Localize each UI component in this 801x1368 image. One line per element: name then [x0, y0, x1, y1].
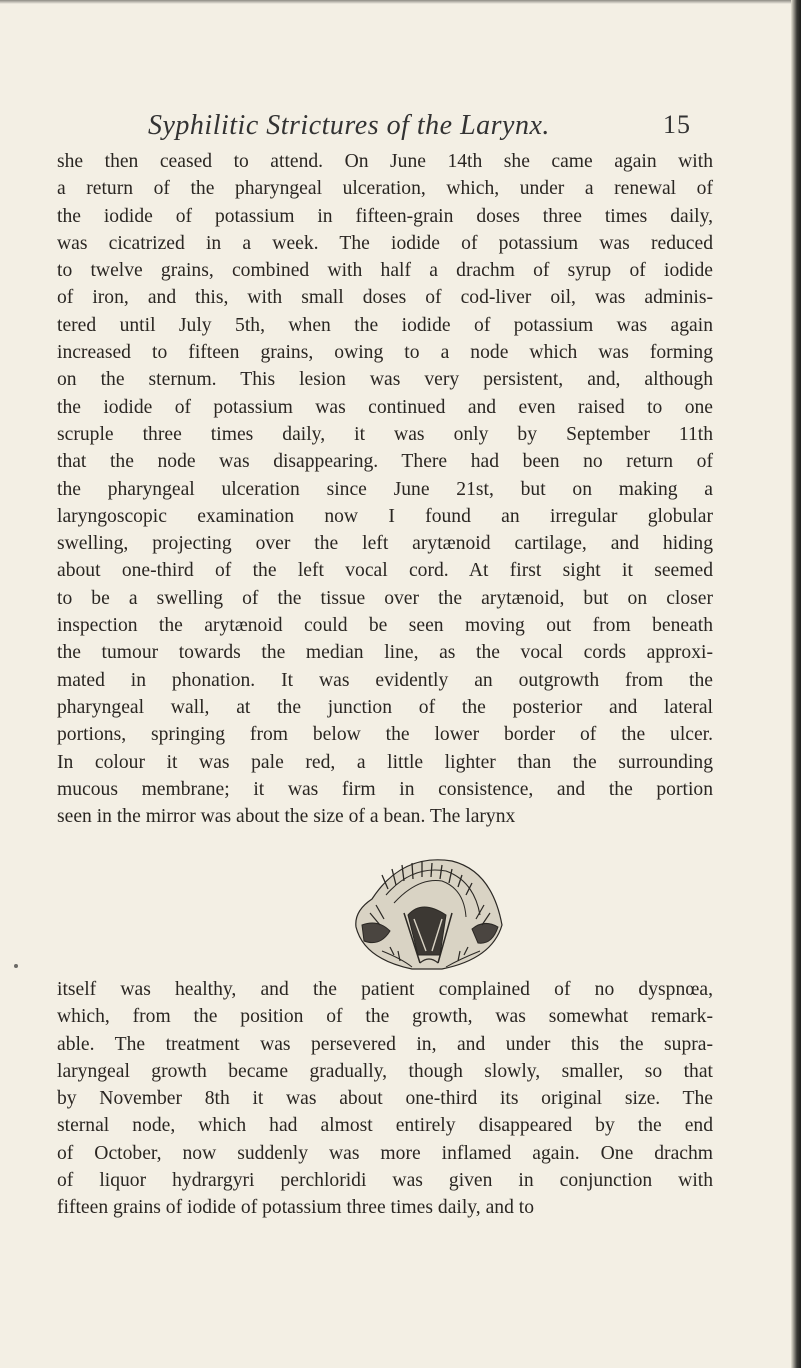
- text-line: of October, now suddenly was more inflamed again. One drachm: [57, 1142, 713, 1164]
- running-head: [0, 110, 801, 150]
- text-line: scruple three times daily, it was only by September 11th: [57, 423, 713, 445]
- text-line: increased to fifteen grains, owing to a node which was forming: [57, 342, 713, 364]
- larynx-illustration: [342, 855, 514, 971]
- text-line: a return of the pharyngeal ulceration, which, under a renewal of: [57, 178, 713, 200]
- text-line: fifteen grains of iodide of potassium three times daily, and to: [57, 1197, 535, 1219]
- text-line: tered until July 5th, when the iodide of potassium was again: [57, 314, 713, 336]
- text-line: portions, springing from below the lower border of the ulcer.: [57, 724, 713, 746]
- text-line: about one-third of the left vocal cord. At first sight it seemed: [57, 560, 713, 582]
- text-line: mated in phonation. It was evidently an outgrowth from the: [57, 669, 713, 691]
- stray-ink-mark: [14, 964, 18, 968]
- text-line: the pharyngeal ulceration since June 21st, but on making a: [57, 478, 713, 500]
- text-line: which, from the position of the growth, was somewhat remark-: [57, 1006, 713, 1028]
- text-line: sternal node, which had almost entirely disappeared by the end: [57, 1115, 713, 1137]
- text-line: inspection the arytænoid could be seen moving out from beneath: [57, 615, 713, 637]
- text-line: of iron, and this, with small doses of cod-liver oil, was adminis-: [57, 287, 713, 309]
- text-line: laryngoscopic examination now I found an irregular globular: [57, 505, 713, 527]
- text-line: the iodide of potassium was continued and even raised to one: [57, 396, 713, 418]
- text-line: mucous membrane; it was firm in consistence, and the portion: [57, 778, 713, 800]
- text-line: able. The treatment was persevered in, and under this the supra-: [57, 1033, 713, 1055]
- text-line: to twelve grains, combined with half a drachm of syrup of iodide: [57, 260, 713, 282]
- text-line: swelling, projecting over the left arytænoid cartilage, and hiding: [57, 533, 713, 555]
- page-number: 15: [663, 110, 691, 139]
- text-line: laryngeal growth became gradually, though slowly, smaller, so that: [57, 1060, 713, 1082]
- body-paragraph-1: [57, 148, 713, 830]
- text-line: that the node was disappearing. There had been no return of: [57, 451, 713, 473]
- text-line: itself was healthy, and the patient complained of no dyspnœa,: [57, 979, 713, 1000]
- text-line: by November 8th it was about one-third its original size. The: [57, 1088, 713, 1110]
- text-line: seen in the mirror was about the size of a bean. The larynx: [57, 806, 516, 828]
- running-title: Syphilitic Strictures of the Larynx.: [148, 110, 550, 141]
- text-line: the tumour towards the median line, as the vocal cords approxi-: [57, 642, 713, 664]
- text-line: the iodide of potassium in fifteen-grain doses three times daily,: [57, 205, 713, 227]
- body-paragraph-2: [57, 976, 713, 1222]
- text-line: on the sternum. This lesion was very persistent, and, although: [57, 369, 713, 391]
- text-line: pharyngeal wall, at the junction of the posterior and lateral: [57, 696, 713, 718]
- text-line: In colour it was pale red, a little lighter than the surrounding: [57, 751, 713, 773]
- page-binding-edge: [791, 0, 801, 1368]
- text-line: of liquor hydrargyri perchloridi was given in conjunction with: [57, 1170, 713, 1192]
- text-line: was cicatrized in a week. The iodide of potassium was reduced: [57, 232, 713, 254]
- text-line: to be a swelling of the tissue over the arytænoid, but on closer: [57, 587, 713, 609]
- text-line: she then ceased to attend. On June 14th she came again with: [57, 151, 713, 172]
- page-top-edge: [0, 0, 801, 4]
